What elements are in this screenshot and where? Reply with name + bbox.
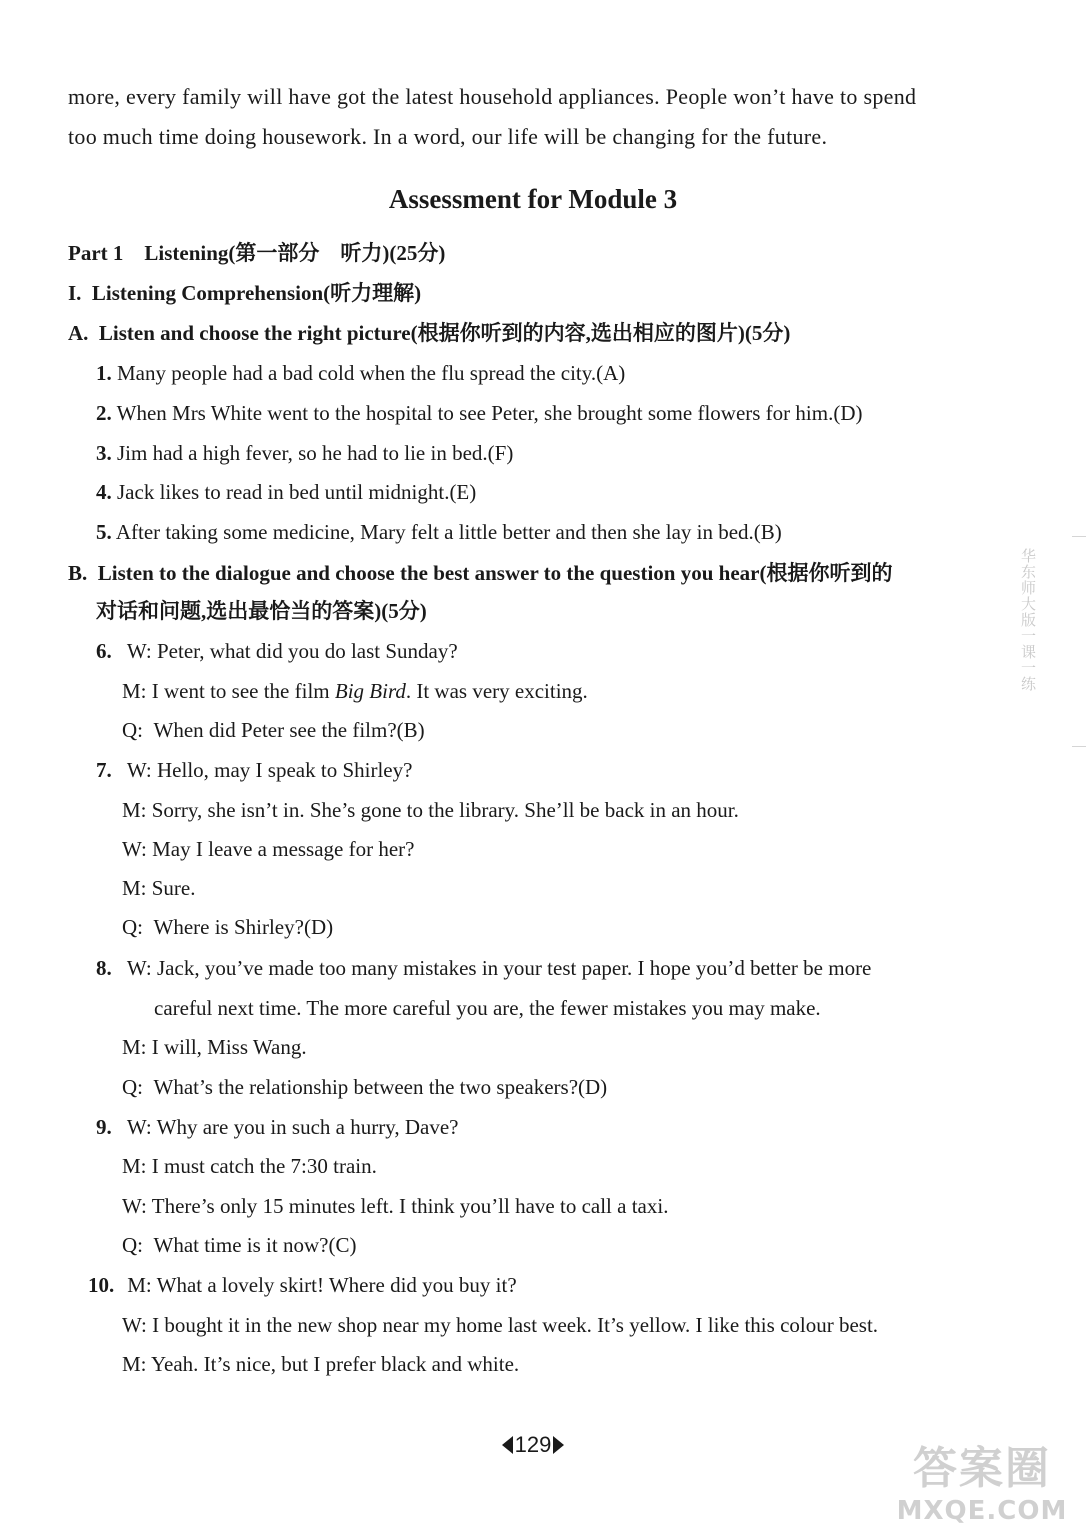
side-mark xyxy=(1072,746,1086,747)
sectionA-heading: A. Listen and choose the right picture(根据你听到的内容,选出相应的图片)(5分) xyxy=(68,321,791,345)
item-number: 2. xyxy=(96,401,112,425)
dialogue-line: W: I bought it in the new shop near my home last week. It’s yellow. I like this colour best. xyxy=(122,1313,879,1337)
watermark-logo xyxy=(884,1442,1080,1532)
dialogue-text: . It was very exciting. xyxy=(405,679,588,703)
list-item xyxy=(96,400,862,426)
dialogue-line xyxy=(122,678,588,704)
side-vertical-text: 华东师大版一课一练 xyxy=(1019,548,1037,692)
intro-line-1: more, every family will have got the latest household appliances. People won’t have to spend xyxy=(68,84,917,109)
item-text: When Mrs White went to the hospital to see Peter, she brought some flowers for him.(D) xyxy=(116,401,863,425)
film-title: Big Bird xyxy=(334,679,406,703)
dialogue-line: M: What a lovely skirt! Where did you buy it? xyxy=(127,1273,517,1297)
dialogue-line: W: May I leave a message for her? xyxy=(122,837,415,861)
page-number-text: 129 xyxy=(514,1432,552,1457)
section1-heading: I. Listening Comprehension(听力理解) xyxy=(68,281,422,305)
dialogue-line: M: Yeah. It’s nice, but I prefer black and white. xyxy=(122,1352,520,1376)
dialogue-10 xyxy=(88,1272,517,1298)
item-number: 7. xyxy=(96,758,112,782)
part1-heading: Part 1 Listening(第一部分 听力)(25分) xyxy=(68,241,446,265)
question-line: Q: When did Peter see the film?(B) xyxy=(122,718,425,742)
dialogue-7 xyxy=(96,757,412,783)
item-number: 6. xyxy=(96,639,112,663)
item-text: Many people had a bad cold when the flu spread the city.(A) xyxy=(117,361,626,385)
item-number: 1. xyxy=(96,361,112,385)
sectionB-heading-line-2: 对话和问题,选出最恰当的答案)(5分) xyxy=(96,599,427,623)
item-number: 5. xyxy=(96,520,112,544)
dialogue-line: W: Hello, may I speak to Shirley? xyxy=(126,758,413,782)
dialogue-line: W: Peter, what did you do last Sunday? xyxy=(126,639,458,663)
question-line: Q: What’s the relationship between the two speakers?(D) xyxy=(122,1075,608,1099)
item-number: 9. xyxy=(96,1115,112,1139)
item-text: Jim had a high fever, so he had to lie in bed.(F) xyxy=(117,441,514,465)
list-item xyxy=(96,440,513,466)
question-line: Q: Where is Shirley?(D) xyxy=(122,915,334,939)
list-item xyxy=(96,519,782,545)
dialogue-line: M: Sorry, she isn’t in. She’s gone to the library. She’ll be back in an hour. xyxy=(122,798,739,822)
list-item xyxy=(96,360,625,386)
sectionB-heading-line-1: B. Listen to the dialogue and choose the best answer to the question you hear(根据你听到的 xyxy=(68,561,893,585)
item-text: Jack likes to read in bed until midnight.(E) xyxy=(117,480,477,504)
item-number: 8. xyxy=(96,956,112,980)
right-triangle-icon xyxy=(553,1436,564,1454)
dialogue-line: M: I will, Miss Wang. xyxy=(122,1035,307,1059)
item-number: 3. xyxy=(96,441,112,465)
dialogue-line: W: There’s only 15 minutes left. I think you’ll have to call a taxi. xyxy=(122,1194,669,1218)
dialogue-line: W: Why are you in such a hurry, Dave? xyxy=(126,1115,459,1139)
dialogue-line: W: Jack, you’ve made too many mistakes in your test paper. I hope you’d better be more xyxy=(126,956,872,980)
dialogue-line: careful next time. The more careful you are, the fewer mistakes you may make. xyxy=(154,996,821,1020)
dialogue-line: M: Sure. xyxy=(122,876,196,900)
intro-line-2: too much time doing housework. In a word, our life will be changing for the future. xyxy=(68,124,828,149)
list-item xyxy=(96,479,476,505)
item-number: 4. xyxy=(96,480,112,504)
dialogue-line: M: I must catch the 7:30 train. xyxy=(122,1154,377,1178)
dialogue-8 xyxy=(96,955,871,981)
page-title: Assessment for Module 3 xyxy=(388,184,678,214)
dialogue-9 xyxy=(96,1114,458,1140)
dialogue-text: M: I went to see the film xyxy=(122,679,335,703)
question-line: Q: What time is it now?(C) xyxy=(122,1233,357,1257)
item-text: After taking some medicine, Mary felt a little better and then she lay in bed.(B) xyxy=(115,520,782,544)
watermark-cn: 答案圈 xyxy=(913,1443,1051,1494)
item-number: 10. xyxy=(88,1273,115,1297)
dialogue-6 xyxy=(96,638,458,664)
watermark-en: MXQE.COM xyxy=(896,1496,1068,1526)
side-mark xyxy=(1072,536,1086,537)
left-triangle-icon xyxy=(502,1436,513,1454)
